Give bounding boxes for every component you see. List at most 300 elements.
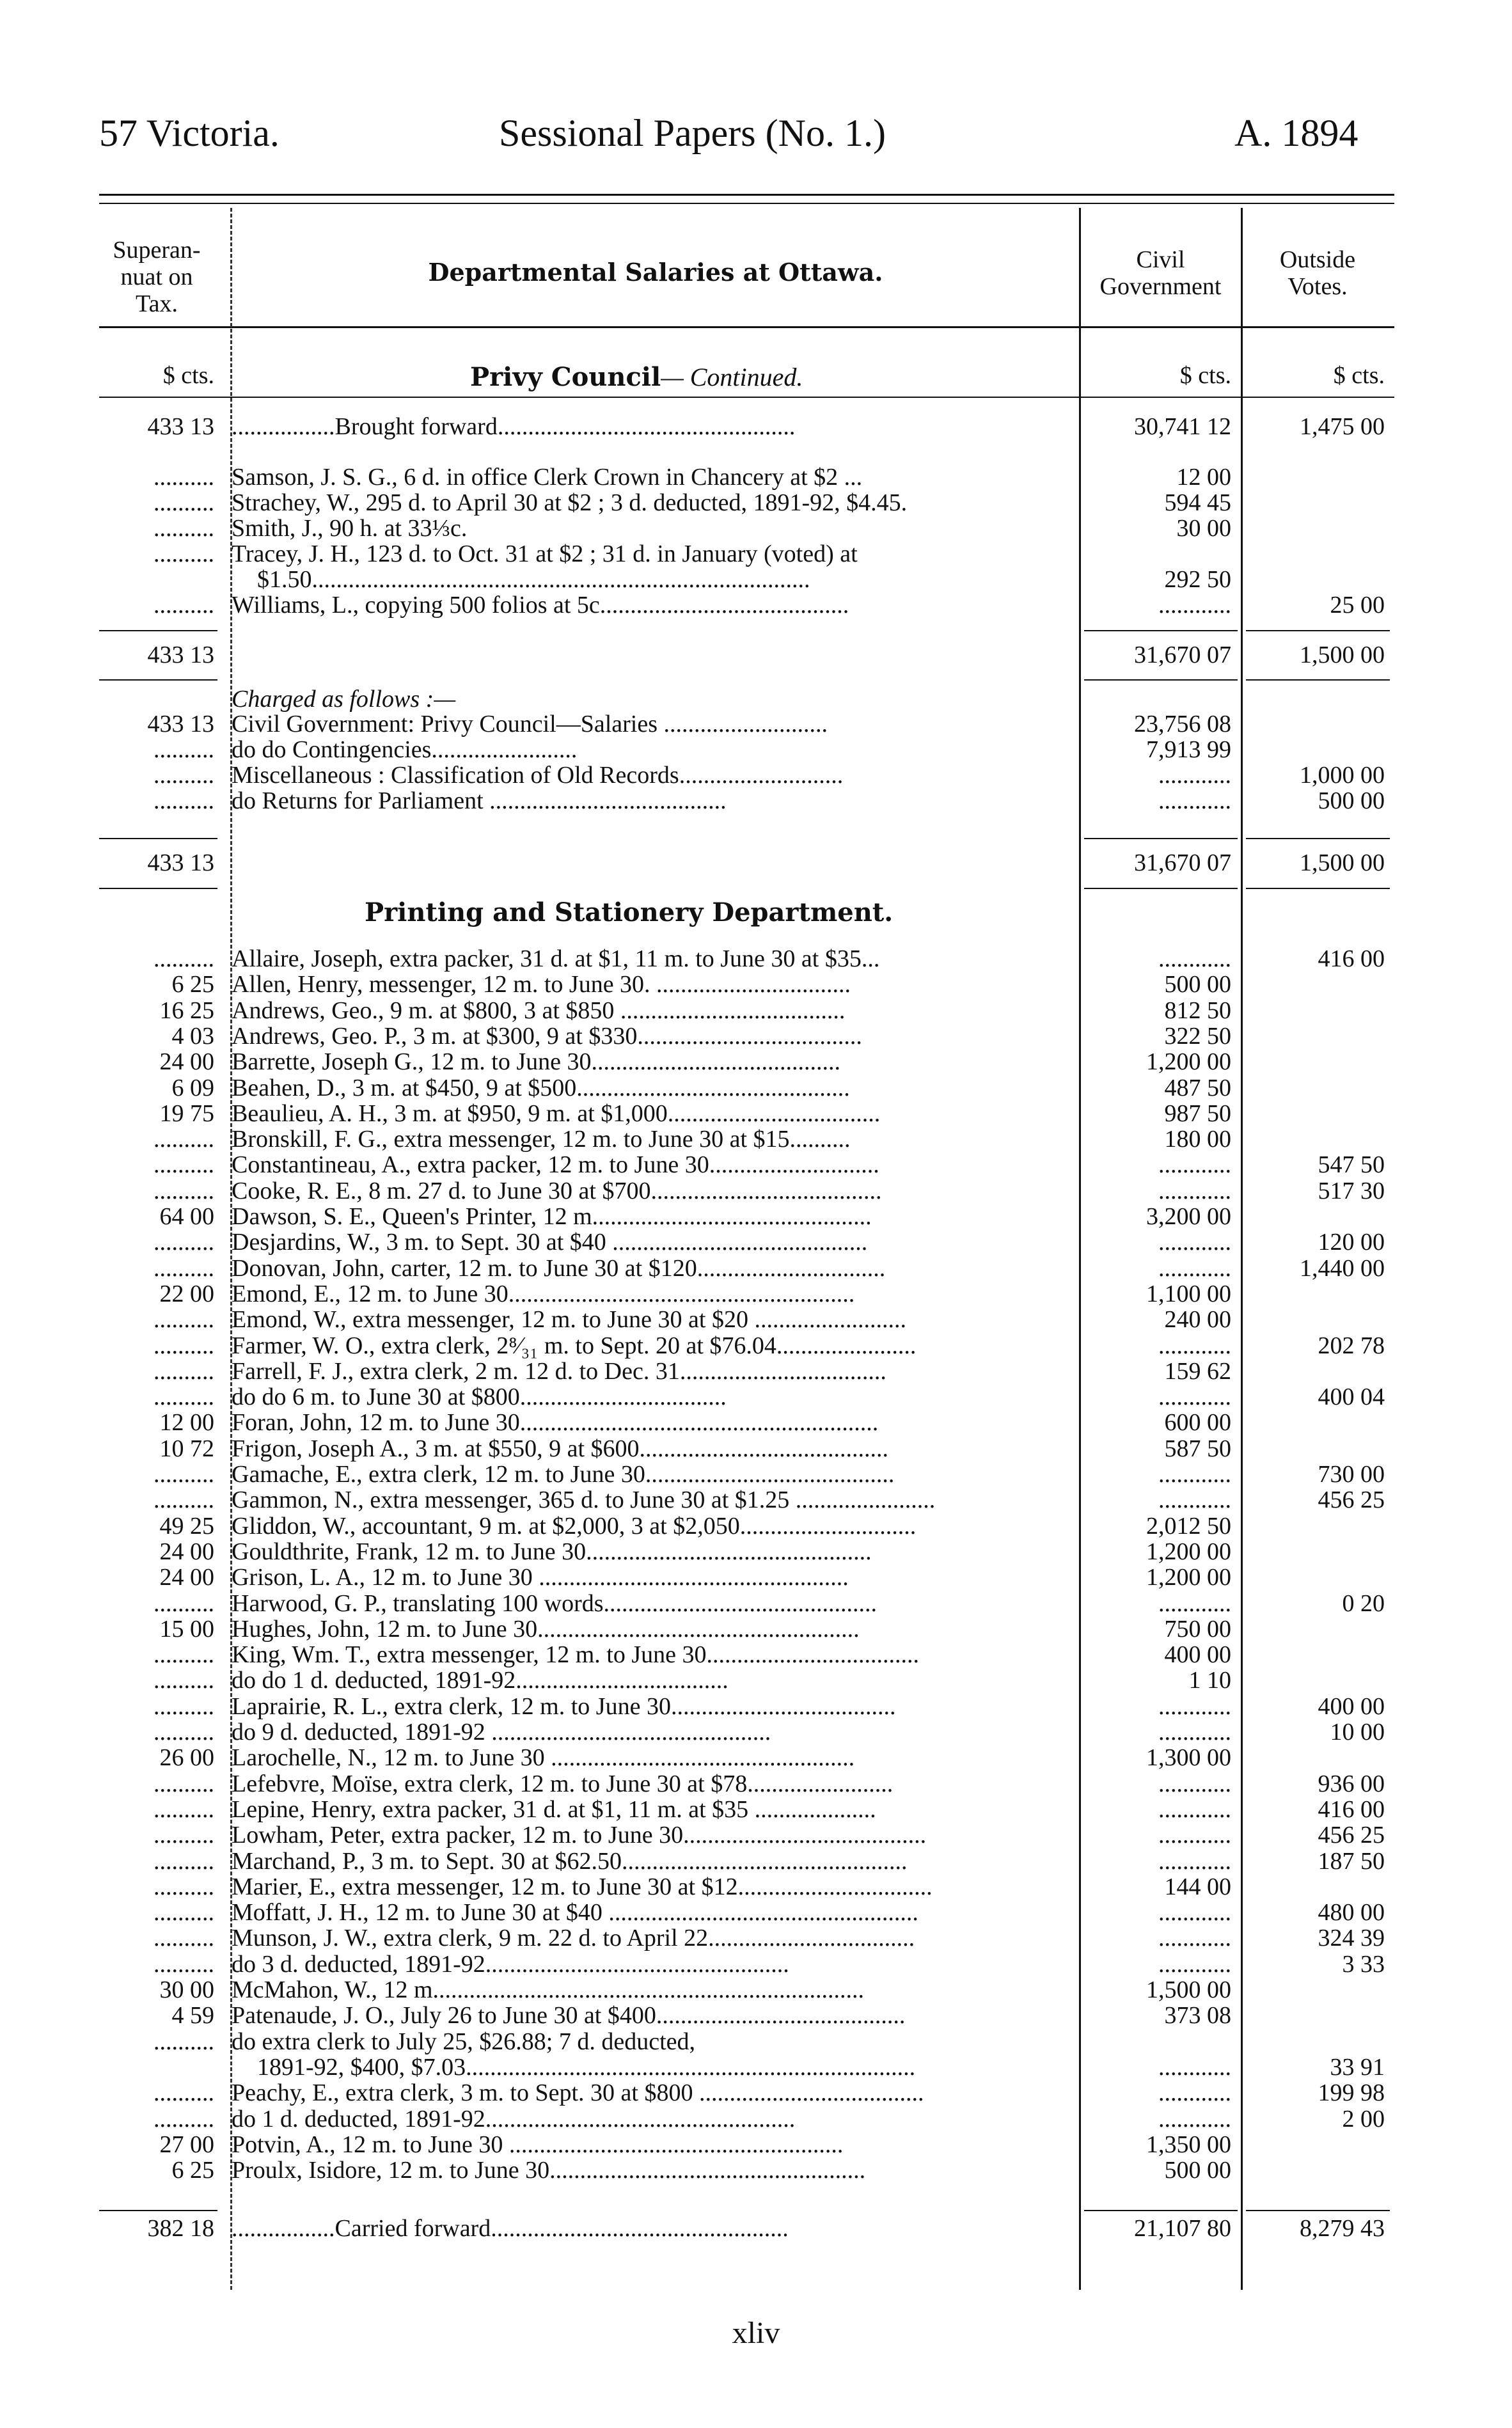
cell-civil: ............ — [1158, 1849, 1231, 1874]
table-row — [0, 1565, 1512, 1590]
carried-rule — [99, 2210, 217, 2211]
charges-rule-outside — [1246, 838, 1390, 839]
cell-civil: 500 00 — [1164, 972, 1231, 998]
cell-superannuation: .......... — [154, 1359, 214, 1384]
table-row — [0, 737, 1512, 762]
cell-description: Donovan, John, carter, 12 m. to June 30 at $120............................... — [232, 1256, 886, 1281]
cell-outside: 547 50 — [1318, 1153, 1385, 1178]
cell-superannuation: 433 13 — [147, 414, 214, 439]
cell-outside: 416 00 — [1318, 947, 1385, 972]
cell-description: Allaire, Joseph, extra packer, 31 d. at $1, 11 m. to June 30 at $35... — [232, 947, 880, 972]
cell-description: Andrews, Geo. P., 3 m. at $300, 9 at $330..................................... — [232, 1023, 862, 1049]
table-row — [0, 1617, 1512, 1642]
cell-civil: ............ — [1158, 1771, 1231, 1797]
cell-civil: ............ — [1158, 1178, 1231, 1204]
cell-superannuation: .......... — [154, 2029, 214, 2054]
cell-description: 1891-92, $400, $7.03.......................................................................... — [257, 2054, 916, 2080]
cell-description: Patenaude, J. O., July 26 to June 30 at $400......................................... — [232, 2003, 906, 2029]
cell-description: Moffatt, J. H., 12 m. to June 30 at $40 ................................................... — [232, 1900, 918, 1926]
cell-description: Gammon, N., extra messenger, 365 d. to June 30 at $1.25 ....................... — [232, 1488, 936, 1513]
table-row — [0, 1952, 1512, 1977]
cell-description: Emond, E., 12 m. to June 30......................................................... — [232, 1281, 855, 1307]
cell-superannuation: .......... — [154, 1951, 214, 1977]
cell-description: Williams, L., copying 500 folios at 5c......................................... — [232, 593, 849, 618]
cell-civil: ............ — [1158, 1462, 1231, 1487]
table-row — [0, 1720, 1512, 1745]
cell-outside: 1,000 00 — [1300, 763, 1385, 788]
cell-description: Larochelle, N., 12 m. to June 30 .................................................. — [232, 1746, 855, 1771]
charges-total-rule-outside — [1246, 888, 1390, 889]
table-row — [0, 2132, 1512, 2157]
carried-forward-row — [0, 2216, 1512, 2241]
table-row — [0, 1668, 1512, 1693]
total-rule-civil — [1084, 679, 1238, 681]
cell-civil: ............ — [1158, 1230, 1231, 1256]
cell-description: .................Brought forward................................................. — [232, 414, 796, 439]
cell-superannuation: .......... — [154, 1230, 214, 1256]
carried-rule-civil — [1084, 2210, 1238, 2211]
cell-superannuation: 49 25 — [159, 1513, 214, 1539]
column-head-superannuation: Superan- nuat on Tax. — [113, 237, 201, 317]
header-volume: 57 Victoria. — [99, 112, 280, 154]
cell-outside: 936 00 — [1318, 1771, 1385, 1797]
cell-description: do extra clerk to July 25, $26.88; 7 d. deducted, — [232, 2029, 696, 2054]
table-row — [0, 972, 1512, 997]
cell-outside: 1,500 00 — [1300, 643, 1385, 668]
section-title-printing: Printing and Stationery Department. — [365, 897, 894, 927]
table-row — [0, 947, 1512, 972]
cell-civil: 594 45 — [1164, 491, 1231, 516]
table-row — [0, 1694, 1512, 1719]
units-superannuation: $ cts. — [162, 363, 214, 388]
subtotal-rule-outside — [1246, 630, 1390, 631]
cell-superannuation: .......... — [154, 737, 214, 762]
cell-description: Lefebvre, Moïse, extra clerk, 12 m. to June 30 at $78........................ — [232, 1771, 894, 1797]
cell-outside: 1,475 00 — [1300, 414, 1385, 439]
table-row — [0, 1334, 1512, 1359]
cell-description: Frigon, Joseph A., 3 m. at $550, 9 at $600......................................... — [232, 1436, 889, 1462]
cell-superannuation: 4 03 — [171, 1023, 214, 1049]
cell-description: Gouldthrite, Frank, 12 m. to June 30............................................... — [232, 1539, 872, 1565]
table-row — [0, 1643, 1512, 1667]
cell-superannuation: .......... — [154, 516, 214, 541]
cell-civil: ............ — [1158, 2081, 1231, 2106]
cell-civil: ............ — [1158, 1720, 1231, 1745]
cell-civil: 3,200 00 — [1146, 1204, 1231, 1229]
cell-superannuation: .......... — [154, 1874, 214, 1900]
table-row — [0, 1359, 1512, 1384]
cell-description: Cooke, R. E., 8 m. 27 d. to June 30 at $700...................................... — [232, 1178, 882, 1204]
table-row — [0, 1746, 1512, 1770]
cell-description: Tracey, J. H., 123 d. to Oct. 31 at $2 ; 31 d. in January (voted) at — [232, 542, 858, 567]
cell-superannuation: 64 00 — [159, 1204, 214, 1229]
table-row — [0, 1076, 1512, 1101]
cell-civil: ............ — [1158, 789, 1231, 814]
cell-description: do 9 d. deducted, 1891-92 .............................................. — [232, 1720, 771, 1745]
cell-civil: ............ — [1158, 1926, 1231, 1951]
table-row — [0, 2003, 1512, 2028]
table-row — [0, 1385, 1512, 1410]
cell-civil: 31,670 07 — [1134, 643, 1231, 668]
cell-description: Miscellaneous : Classification of Old Records........................... — [232, 763, 844, 788]
cell-superannuation: 27 00 — [159, 2132, 214, 2157]
privy-total-row — [0, 643, 1512, 668]
cell-superannuation: .......... — [154, 1694, 214, 1719]
cell-superannuation: 10 72 — [159, 1436, 214, 1462]
cell-superannuation: 16 25 — [159, 998, 214, 1023]
cell-civil: 1,350 00 — [1146, 2132, 1231, 2157]
cell-superannuation: .......... — [154, 1488, 214, 1513]
section-title-privy-council: Privy Council— Continued. — [470, 362, 803, 392]
cell-civil: 2,012 50 — [1146, 1513, 1231, 1539]
cell-description: Potvin, A., 12 m. to June 30 ....................................................... — [232, 2132, 844, 2157]
table-row — [0, 1153, 1512, 1178]
cell-description: $1.50.................................................................................. — [257, 567, 810, 592]
total-rule-outside — [1246, 679, 1390, 681]
cell-description: Strachey, W., 295 d. to April 30 at $2 ; 3 d. deducted, 1891-92, $4.45. — [232, 491, 908, 516]
cell-superannuation: .......... — [154, 1307, 214, 1333]
cell-description: Proulx, Isidore, 12 m. to June 30.................................................... — [232, 2158, 866, 2184]
cell-superannuation: .......... — [154, 1127, 214, 1153]
cell-outside: 517 30 — [1318, 1178, 1385, 1204]
cell-superannuation: 433 13 — [147, 712, 214, 737]
column-head-main: Departmental Salaries at Ottawa. — [428, 258, 883, 287]
cell-civil: ............ — [1158, 1153, 1231, 1178]
cell-outside: 416 00 — [1318, 1797, 1385, 1822]
cell-civil: 7,913 99 — [1146, 737, 1231, 762]
cell-civil: ............ — [1158, 947, 1231, 972]
cell-superannuation: .......... — [154, 1926, 214, 1951]
table-row — [0, 1282, 1512, 1307]
cell-description: Farmer, W. O., extra clerk, 2⁸⁄₃₁ m. to Sept. 20 at $76.04....................... — [232, 1333, 917, 1359]
cell-description: Allen, Henry, messenger, 12 m. to June 30. ................................ — [232, 972, 851, 998]
cell-superannuation: .......... — [154, 542, 214, 567]
cell-superannuation: 433 13 — [147, 851, 214, 876]
cell-superannuation: .......... — [154, 1462, 214, 1487]
cell-description: Desjardins, W., 3 m. to Sept. 30 at $40 .......................................... — [232, 1230, 868, 1256]
header-series: Sessional Papers (No. 1.) — [499, 112, 886, 154]
cell-civil: ............ — [1158, 593, 1231, 618]
cell-description: Civil Government: Privy Council—Salaries ........................... — [232, 712, 828, 737]
cell-description: King, Wm. T., extra messenger, 12 m. to June 30................................... — [232, 1643, 920, 1668]
cell-civil: 31,670 07 — [1134, 851, 1231, 876]
cell-superannuation: 4 59 — [171, 2003, 214, 2029]
charges-total-row — [0, 851, 1512, 876]
cell-superannuation: .......... — [154, 491, 214, 516]
table-row — [0, 1230, 1512, 1255]
cell-civil: 373 08 — [1164, 2003, 1231, 2029]
cell-outside: 400 04 — [1318, 1385, 1385, 1410]
cell-superannuation: .......... — [154, 789, 214, 814]
cell-outside: 480 00 — [1318, 1900, 1385, 1926]
cell-description: do 1 d. deducted, 1891-92................................................... — [232, 2106, 796, 2132]
table-row — [0, 1514, 1512, 1539]
cell-outside: 1,500 00 — [1300, 851, 1385, 876]
table-row — [0, 712, 1512, 737]
cell-superannuation: .......... — [154, 1849, 214, 1874]
cell-superannuation: 382 18 — [147, 2216, 214, 2241]
cell-description: Harwood, G. P., translating 100 words............................................. — [232, 1591, 878, 1616]
charged-label: Charged as follows :— — [232, 687, 456, 712]
table-row — [0, 1050, 1512, 1075]
cell-outside: 202 78 — [1318, 1333, 1385, 1359]
table-row — [0, 998, 1512, 1023]
cell-superannuation: 6 25 — [171, 972, 214, 998]
cell-civil: ............ — [1158, 763, 1231, 788]
table-row — [0, 542, 1512, 567]
table-row — [0, 2055, 1512, 2080]
cell-outside: 120 00 — [1318, 1230, 1385, 1256]
cell-civil: ............ — [1158, 1823, 1231, 1849]
cell-civil: 240 00 — [1164, 1307, 1231, 1333]
table-row — [0, 1875, 1512, 1900]
table-row — [0, 1540, 1512, 1565]
cell-superannuation: 12 00 — [159, 1410, 214, 1436]
cell-outside: 400 00 — [1318, 1694, 1385, 1719]
table-row — [0, 1127, 1512, 1152]
table-row — [0, 2158, 1512, 2183]
cell-description: .................Carried forward................................................. — [232, 2216, 789, 2241]
cell-superannuation: .......... — [154, 1720, 214, 1745]
cell-civil: 987 50 — [1164, 1101, 1231, 1126]
cell-civil: 21,107 80 — [1134, 2216, 1231, 2241]
cell-superannuation: .......... — [154, 2081, 214, 2106]
cell-civil: 1,100 00 — [1146, 1281, 1231, 1307]
cell-superannuation: .......... — [154, 1591, 214, 1616]
cell-superannuation: .......... — [154, 1771, 214, 1797]
cell-civil: 750 00 — [1164, 1616, 1231, 1642]
cell-civil: 30,741 12 — [1134, 414, 1231, 439]
cell-superannuation: .......... — [154, 1797, 214, 1822]
cell-description: do 3 d. deducted, 1891-92.................................................. — [232, 1951, 789, 1977]
cell-outside: 2 00 — [1342, 2106, 1385, 2132]
cell-outside: 1,440 00 — [1300, 1256, 1385, 1281]
cell-civil: ............ — [1158, 1951, 1231, 1977]
table-row — [0, 1256, 1512, 1281]
cell-civil: 180 00 — [1164, 1127, 1231, 1153]
carried-rule-outside — [1246, 2210, 1390, 2211]
table-row — [0, 1823, 1512, 1848]
cell-outside: 456 25 — [1318, 1823, 1385, 1849]
cell-civil: 159 62 — [1164, 1359, 1231, 1384]
cell-civil: ............ — [1158, 1488, 1231, 1513]
cell-superannuation: .......... — [154, 465, 214, 490]
cell-civil: ............ — [1158, 1694, 1231, 1719]
cell-description: Bronskill, F. G., extra messenger, 12 m. to June 30 at $15.......... — [232, 1127, 851, 1153]
cell-description: Hughes, John, 12 m. to June 30..................................................... — [232, 1616, 860, 1642]
table-row — [0, 1488, 1512, 1513]
table-row — [0, 1437, 1512, 1462]
page-number: xliv — [732, 2316, 780, 2350]
header-year: A. 1894 — [1234, 112, 1358, 154]
subtotal-rule-civil — [1084, 630, 1238, 631]
subtotal-rule — [99, 630, 217, 631]
cell-superannuation: .......... — [154, 1643, 214, 1668]
cell-description: Dawson, S. E., Queen's Printer, 12 m.............................................. — [232, 1204, 872, 1229]
cell-superannuation: .......... — [154, 1333, 214, 1359]
cell-description: Farrell, F. J., extra clerk, 2 m. 12 d. to Dec. 31.................................. — [232, 1359, 886, 1384]
cell-civil: 600 00 — [1164, 1410, 1231, 1436]
table-row — [0, 465, 1512, 490]
cell-superannuation: .......... — [154, 1256, 214, 1281]
brought-forward-row — [0, 414, 1512, 439]
cell-superannuation: 15 00 — [159, 1616, 214, 1642]
cell-description: Emond, W., extra messenger, 12 m. to June 30 at $20 ......................... — [232, 1307, 906, 1333]
cell-description: Marchand, P., 3 m. to Sept. 30 at $62.50............................................... — [232, 1849, 908, 1874]
cell-superannuation: .......... — [154, 1178, 214, 1204]
cell-description: do do 1 d. deducted, 1891-92................................... — [232, 1668, 728, 1694]
cell-civil: 30 00 — [1176, 516, 1231, 541]
charges-rule — [99, 838, 217, 839]
cell-description: Gliddon, W., accountant, 9 m. at $2,000, 3 at $2,050............................. — [232, 1513, 917, 1539]
cell-outside: 199 98 — [1318, 2081, 1385, 2106]
cell-civil: 1,300 00 — [1146, 1746, 1231, 1771]
charges-rule-civil — [1084, 838, 1238, 839]
top-rule — [99, 194, 1394, 196]
table-row — [0, 567, 1512, 592]
cell-description: McMahon, W., 12 m....................................................................... — [232, 1978, 865, 2003]
table-row — [0, 1772, 1512, 1797]
cell-civil: 1,500 00 — [1146, 1978, 1231, 2003]
charged-heading — [0, 687, 1512, 712]
cell-civil: ............ — [1158, 2054, 1231, 2080]
cell-civil: ............ — [1158, 1900, 1231, 1926]
cell-description: do do 6 m. to June 30 at $800.................................. — [232, 1385, 727, 1410]
cell-description: Lowham, Peter, extra packer, 12 m. to June 30........................................ — [232, 1823, 927, 1849]
cell-civil: 1,200 00 — [1146, 1539, 1231, 1565]
cell-description: Smith, J., 90 h. at 33⅓c. — [232, 516, 468, 541]
cell-outside: 10 00 — [1330, 1720, 1385, 1745]
table-row — [0, 1849, 1512, 1874]
table-row — [0, 2030, 1512, 2054]
table-row — [0, 789, 1512, 814]
cell-civil: ............ — [1158, 1385, 1231, 1410]
table-row — [0, 1978, 1512, 2003]
header-bottom-rule — [99, 326, 1394, 328]
cell-civil: 487 50 — [1164, 1075, 1231, 1101]
column-head-outside: Outside Votes. — [1279, 246, 1356, 300]
cell-superannuation: 6 09 — [171, 1075, 214, 1101]
table-row — [0, 1101, 1512, 1126]
cell-description: Samson, J. S. G., 6 d. in office Clerk Crown in Chancery at $2 ... — [232, 465, 863, 490]
cell-civil: 322 50 — [1164, 1023, 1231, 1049]
cell-civil: ............ — [1158, 1256, 1231, 1281]
cell-outside: 33 91 — [1330, 2054, 1385, 2080]
table-row — [0, 763, 1512, 788]
cell-superannuation: .......... — [154, 1823, 214, 1849]
cell-civil: 400 00 — [1164, 1643, 1231, 1668]
cell-description: Peachy, E., extra clerk, 3 m. to Sept. 30 at $800 ..................................... — [232, 2081, 924, 2106]
cell-superannuation: 26 00 — [159, 1746, 214, 1771]
table-row — [0, 1462, 1512, 1487]
table-row — [0, 491, 1512, 516]
cell-description: Laprairie, R. L., extra clerk, 12 m. to June 30..................................... — [232, 1694, 896, 1719]
table-row — [0, 1179, 1512, 1204]
cell-superannuation: 24 00 — [159, 1539, 214, 1565]
cell-description: Foran, John, 12 m. to June 30........................................................... — [232, 1410, 879, 1436]
cell-superannuation: 24 00 — [159, 1565, 214, 1591]
cell-description: Constantineau, A., extra packer, 12 m. to June 30............................ — [232, 1153, 879, 1178]
table-row — [0, 1410, 1512, 1435]
cell-description: do Returns for Parliament ....................................... — [232, 789, 727, 814]
table-row — [0, 593, 1512, 618]
top-rule-thin — [99, 203, 1394, 204]
cell-civil: 23,756 08 — [1134, 712, 1231, 737]
cell-civil: 292 50 — [1164, 567, 1231, 592]
cell-civil: 12 00 — [1176, 465, 1231, 490]
cell-description: Grison, L. A., 12 m. to June 30 ................................................... — [232, 1565, 849, 1591]
cell-description: Marier, E., extra messenger, 12 m. to June 30 at $12................................ — [232, 1874, 933, 1900]
total-rule — [99, 679, 217, 681]
cell-outside: 500 00 — [1318, 789, 1385, 814]
cell-civil: 1 10 — [1188, 1668, 1231, 1694]
cell-superannuation: .......... — [154, 947, 214, 972]
table-row — [0, 2081, 1512, 2106]
units-civil: $ cts. — [1179, 363, 1231, 388]
cell-description: Gamache, E., extra clerk, 12 m. to June 30......................................... — [232, 1462, 895, 1487]
table-row — [0, 1797, 1512, 1822]
cell-outside: 730 00 — [1318, 1462, 1385, 1487]
cell-superannuation: 6 25 — [171, 2158, 214, 2184]
cell-civil: 1,200 00 — [1146, 1565, 1231, 1591]
table-row — [0, 1591, 1512, 1616]
cell-outside: 324 39 — [1318, 1926, 1385, 1951]
cell-superannuation: 24 00 — [159, 1050, 214, 1075]
column-head-civil: Civil Government — [1099, 246, 1222, 300]
cell-description: Andrews, Geo., 9 m. at $800, 3 at $850 ..................................... — [232, 998, 846, 1023]
cell-description: do do Contingencies........................ — [232, 737, 578, 762]
cell-outside: 3 33 — [1342, 1951, 1385, 1977]
cell-superannuation: .......... — [154, 1385, 214, 1410]
cell-superannuation: 19 75 — [159, 1101, 214, 1126]
charges-total-rule-civil — [1084, 888, 1238, 889]
table-row — [0, 1900, 1512, 1925]
cell-civil: ............ — [1158, 1591, 1231, 1616]
units-outside: $ cts. — [1333, 363, 1385, 388]
cell-superannuation: .......... — [154, 2106, 214, 2132]
cell-civil: 587 50 — [1164, 1436, 1231, 1462]
cell-civil: 500 00 — [1164, 2158, 1231, 2184]
cell-superannuation: .......... — [154, 1900, 214, 1926]
cell-civil: ............ — [1158, 1333, 1231, 1359]
table-row — [0, 1024, 1512, 1049]
cell-superannuation: 433 13 — [147, 643, 214, 668]
charges-total-rule — [99, 888, 217, 889]
cell-outside: 187 50 — [1318, 1849, 1385, 1874]
cell-outside: 0 20 — [1342, 1591, 1385, 1616]
cell-description: Beahen, D., 3 m. at $450, 9 at $500............................................. — [232, 1075, 850, 1101]
cell-civil: 1,200 00 — [1146, 1050, 1231, 1075]
cell-outside: 8,279 43 — [1300, 2216, 1385, 2241]
cell-superannuation: .......... — [154, 1668, 214, 1694]
cell-description: Lepine, Henry, extra packer, 31 d. at $1, 11 m. at $35 .................... — [232, 1797, 876, 1822]
subheader-rule — [99, 397, 1394, 398]
table-row — [0, 1307, 1512, 1332]
table-row — [0, 2107, 1512, 2132]
table-row — [0, 1204, 1512, 1229]
cell-civil: ............ — [1158, 2106, 1231, 2132]
cell-civil: 144 00 — [1164, 1874, 1231, 1900]
cell-description: Beaulieu, A. H., 3 m. at $950, 9 m. at $1,000................................... — [232, 1101, 881, 1126]
cell-outside: 25 00 — [1330, 593, 1385, 618]
cell-superannuation: .......... — [154, 593, 214, 618]
cell-superannuation: .......... — [154, 1153, 214, 1178]
cell-superannuation: .......... — [154, 763, 214, 788]
cell-superannuation: 22 00 — [159, 1281, 214, 1307]
cell-outside: 456 25 — [1318, 1488, 1385, 1513]
cell-civil: 812 50 — [1164, 998, 1231, 1023]
table-row — [0, 516, 1512, 541]
